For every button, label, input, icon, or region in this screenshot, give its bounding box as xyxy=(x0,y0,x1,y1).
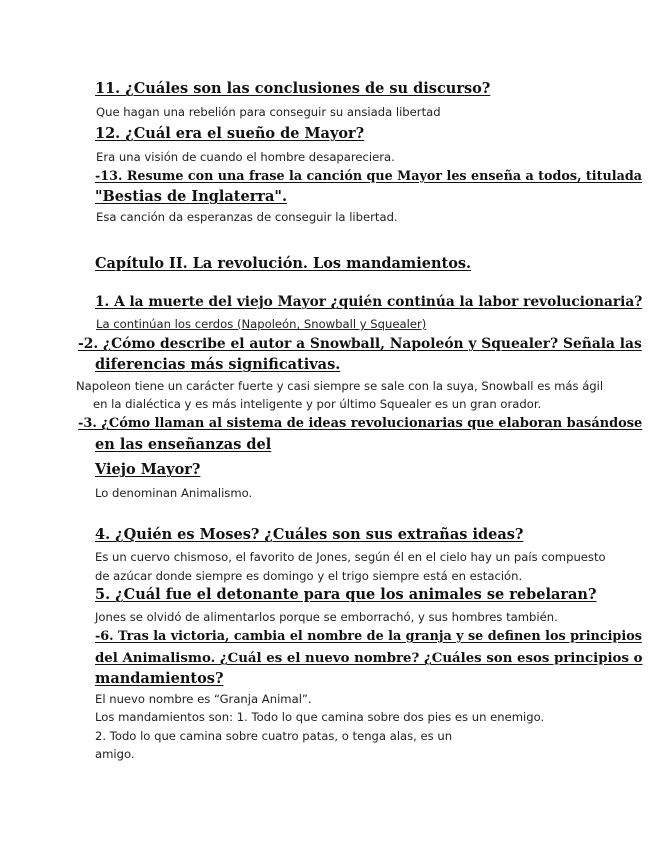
chapter-answer-3: Lo denominan Animalismo. xyxy=(95,486,253,500)
chapter-question-3-line-2: en las enseñanzas del xyxy=(95,436,272,453)
chapter-question-6-line-2: del Animalismo. ¿Cuál es el nuevo nombre? ¿Cuáles son esos principios o xyxy=(95,650,643,666)
question-12: 12. ¿Cuál era el sueño de Mayor? xyxy=(95,125,365,142)
chapter-answer-6-line-4: amigo. xyxy=(95,747,135,761)
question-11: 11. ¿Cuáles son las conclusiones de su discurso? xyxy=(95,80,491,97)
question-13-line-1: -13. Resume con una frase la canción que Mayor les enseña a todos, titulada xyxy=(95,168,642,183)
chapter-question-1: 1. A la muerte del viejo Mayor ¿quién continúa la labor revolucionaria? xyxy=(95,294,643,310)
answer-12: Era una visión de cuando el hombre desapareciera. xyxy=(96,150,395,164)
chapter-answer-6-line-2: Los mandamientos son: 1. Todo lo que camina sobre dos pies es un enemigo. xyxy=(95,710,545,724)
chapter-answer-4-line-2: de azúcar donde siempre es domingo y el trigo siempre está en estación. xyxy=(95,569,523,583)
chapter-question-5: 5. ¿Cuál fue el detonante para que los animales se rebelaran? xyxy=(95,586,597,603)
chapter-answer-5: Jones se olvidó de alimentarlos porque se emborrachó, y sus hombres también. xyxy=(95,610,558,624)
answer-13: Esa canción da esperanzas de conseguir la libertad. xyxy=(96,210,398,224)
chapter-answer-2-line-2: en la dialéctica y es más inteligente y por último Squealer es un gran orador. xyxy=(93,397,542,411)
chapter-answer-6-line-3: 2. Todo lo que camina sobre cuatro patas, o tenga alas, es un xyxy=(95,729,453,743)
chapter-question-4: 4. ¿Quién es Moses? ¿Cuáles son sus extrañas ideas? xyxy=(95,526,524,543)
question-13-line-2: "Bestias de Inglaterra". xyxy=(95,188,287,205)
chapter-heading: Capítulo II. La revolución. Los mandamientos. xyxy=(95,255,472,272)
chapter-question-3-line-1: -3. ¿Cómo llaman al sistema de ideas revolucionarias que elaboran basándose xyxy=(78,416,643,431)
chapter-answer-2-line-1: Napoleon tiene un carácter fuerte y casi siempre se sale con la suya, Snowball es más ágil xyxy=(76,379,604,393)
chapter-question-6-line-1: -6. Tras la victoria, cambia el nombre de la granja y se definen los principios xyxy=(95,629,642,644)
answer-11: Que hagan una rebelión para conseguir su ansiada libertad xyxy=(96,105,441,119)
chapter-question-6-line-3: mandamientos? xyxy=(95,670,224,687)
chapter-answer-4-line-1: Es un cuervo chismoso, el favorito de Jones, según él en el cielo hay un país compuesto xyxy=(95,550,606,564)
chapter-answer-6-line-1: El nuevo nombre es “Granja Animal”. xyxy=(95,692,312,706)
chapter-question-3-line-3: Viejo Mayor? xyxy=(95,461,201,478)
chapter-question-2-line-2: diferencias más significativas. xyxy=(95,356,341,373)
chapter-question-2-line-1: -2. ¿Cómo describe el autor a Snowball, Napoleón y Squealer? Señala las xyxy=(78,336,642,352)
chapter-answer-1: La continúan los cerdos (Napoleón, Snowball y Squealer) xyxy=(96,317,427,331)
